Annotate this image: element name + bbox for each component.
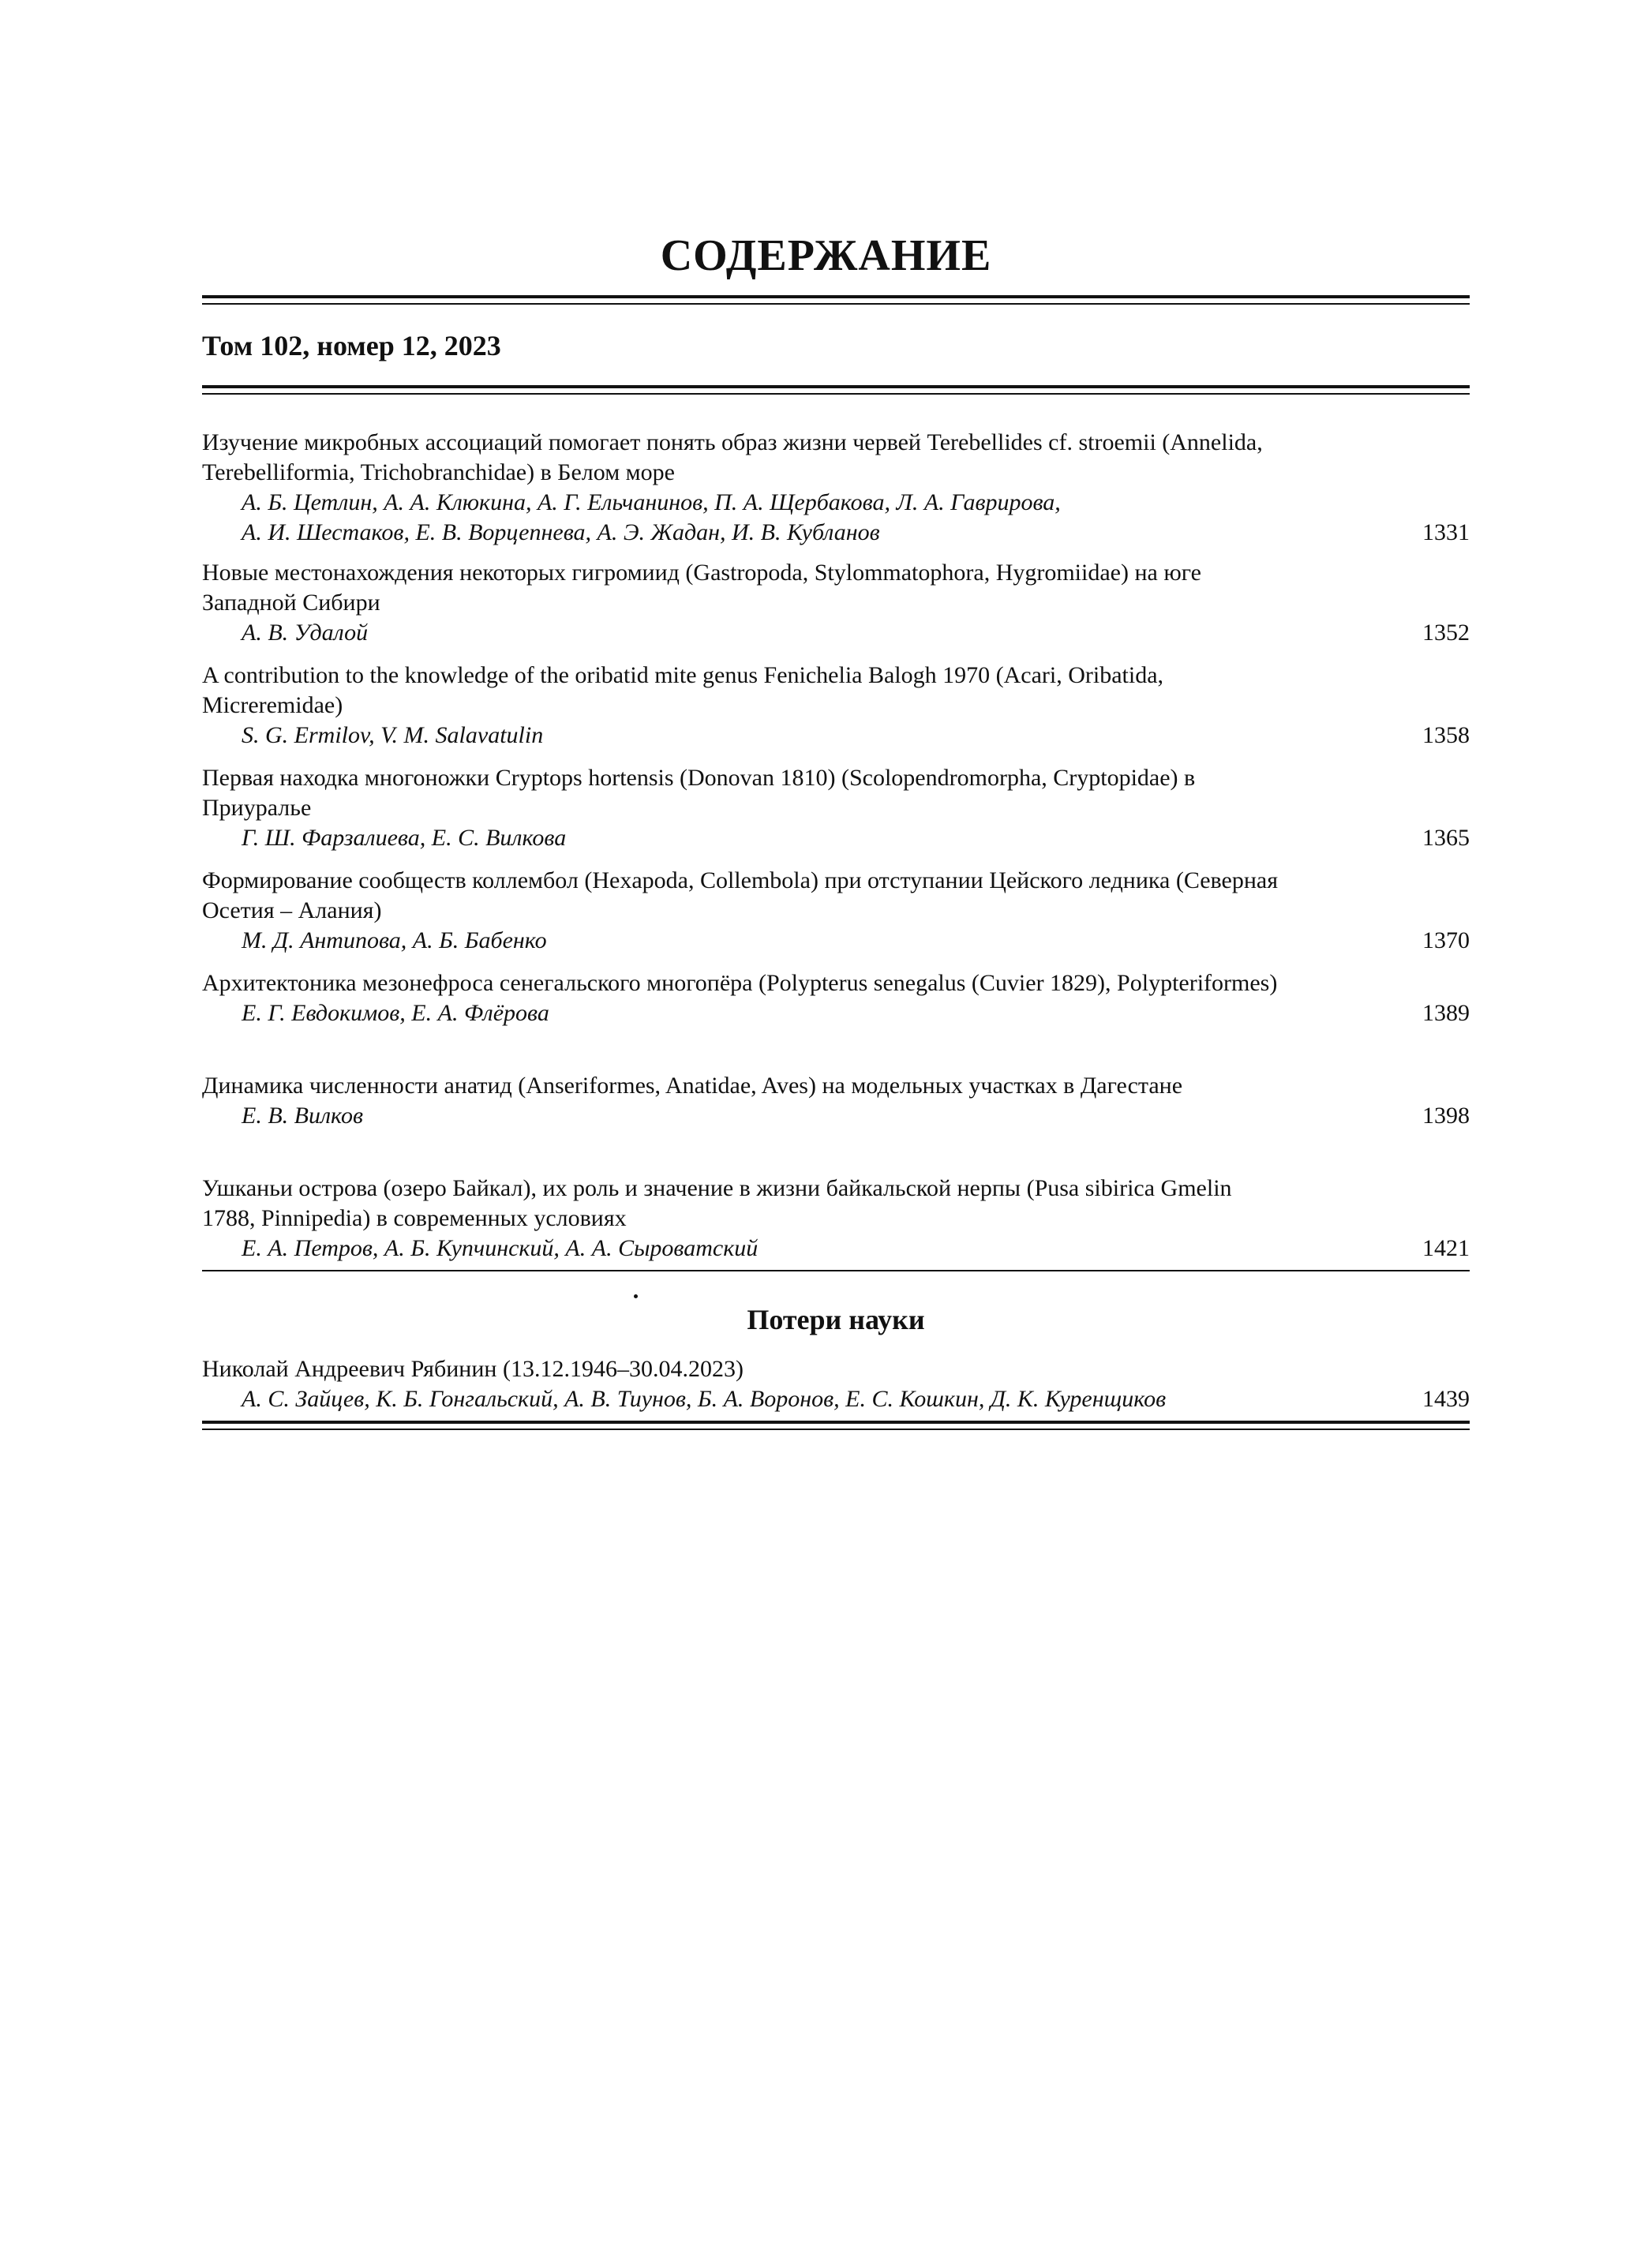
stray-dot xyxy=(634,1294,638,1298)
toc-entry-6[interactable] xyxy=(202,968,1470,1028)
entry-title: Формирование сообществ коллембол (Hexapoda, Collembola) при отступании Цейского ледника (Северная Осетия – Алания) xyxy=(202,867,1279,923)
entry-title: Новые местонахождения некоторых гигромиид (Gastropoda, Stylommatophora, Hygromiidae) на юге Западной Сибири xyxy=(202,560,1201,616)
page-number: 1365 xyxy=(1422,825,1470,851)
page-number: 1421 xyxy=(1422,1235,1470,1261)
page-number: 1439 xyxy=(1422,1386,1470,1412)
entry-authors: М. Д. Антипова, А. Б. Бабенко 1370 xyxy=(202,926,1470,956)
page-number: 1389 xyxy=(1422,1000,1470,1026)
entry-authors: Г. Ш. Фарзалиева, Е. С. Вилкова 1365 xyxy=(202,823,1470,853)
entry-title: Изучение микробных ассоциаций помогает понять образ жизни червей Terebellides cf. stroemii (Annelida, Terebelliformia, Trichobranchidae) в Белом море xyxy=(202,429,1263,485)
entry-authors: А. В. Удалой 1352 xyxy=(202,618,1470,648)
footer-rule xyxy=(202,1421,1470,1430)
section-title: Потери науки xyxy=(747,1304,925,1335)
section-rule xyxy=(202,1270,1470,1271)
header-rule-bottom xyxy=(202,385,1470,395)
entry-title: Первая находка многоножки Cryptops hortensis (Donovan 1810) (Scolopendromorpha, Cryptopidae) в Приуралье xyxy=(202,765,1196,821)
entry-title: A contribution to the knowledge of the oribatid mite genus Fenichelia Balogh 1970 (Acari, Oribatida, Micreremidae) xyxy=(202,662,1164,718)
entry-title: Николай Андреевич Рябинин (13.12.1946–30.04.2023) xyxy=(202,1356,744,1382)
header-rule-top xyxy=(202,295,1470,305)
toc-entry-2[interactable] xyxy=(202,558,1470,648)
entry-title: Динамика численности анатид (Anseriformes, Anatidae, Aves) на модельных участках в Дагестане xyxy=(202,1073,1183,1099)
entry-title: Ушканьи острова (озеро Байкал), их роль и значение в жизни байкальской нерпы (Pusa sibirica Gmelin 1788, Pinnipedia) в современных условиях xyxy=(202,1175,1232,1231)
issue-info: Том 102, номер 12, 2023 xyxy=(202,330,501,361)
toc-entry-obituary[interactable] xyxy=(202,1354,1470,1414)
page-number: 1331 xyxy=(1422,519,1470,545)
toc-entry-7[interactable] xyxy=(202,1071,1470,1131)
entry-authors: А. Б. Цетлин, А. А. Клюкина, А. Г. Ельчанинов, П. А. Щербакова, Л. А. Гаврирова, xyxy=(242,489,1061,515)
entry-authors: S. G. Ermilov, V. M. Salavatulin 1358 xyxy=(202,721,1470,751)
entry-authors: Е. Г. Евдокимов, Е. А. Флёрова 1389 xyxy=(202,998,1470,1028)
entry-authors-cont: А. И. Шестаков, Е. В. Ворцепнева, А. Э. Жадан, И. В. Кубланов 1331 xyxy=(202,518,1470,548)
toc-entry-5[interactable] xyxy=(202,866,1470,956)
entry-title: Архитектоника мезонефроса сенегальского многопёра (Polypterus senegalus (Cuvier 1829), Polypteriformes) xyxy=(202,970,1278,996)
page-number: 1358 xyxy=(1422,722,1470,748)
entry-authors: Е. В. Вилков 1398 xyxy=(202,1101,1470,1131)
toc-entry-3[interactable] xyxy=(202,661,1470,751)
page-number: 1398 xyxy=(1422,1103,1470,1129)
page-title: СОДЕРЖАНИЕ xyxy=(660,231,992,280)
entry-authors: А. С. Зайцев, К. Б. Гонгальский, А. В. Тиунов, Б. А. Воронов, Е. С. Кошкин, Д. К. Куренщиков 1439 xyxy=(202,1384,1470,1414)
entry-authors: Е. А. Петров, А. Б. Купчинский, А. А. Сыроватский 1421 xyxy=(202,1234,1470,1264)
toc-entry-4[interactable] xyxy=(202,763,1470,853)
toc-entry-8[interactable] xyxy=(202,1174,1470,1264)
page-number: 1370 xyxy=(1422,927,1470,953)
toc-entry-1[interactable] xyxy=(202,428,1470,548)
page-number: 1352 xyxy=(1422,620,1470,646)
